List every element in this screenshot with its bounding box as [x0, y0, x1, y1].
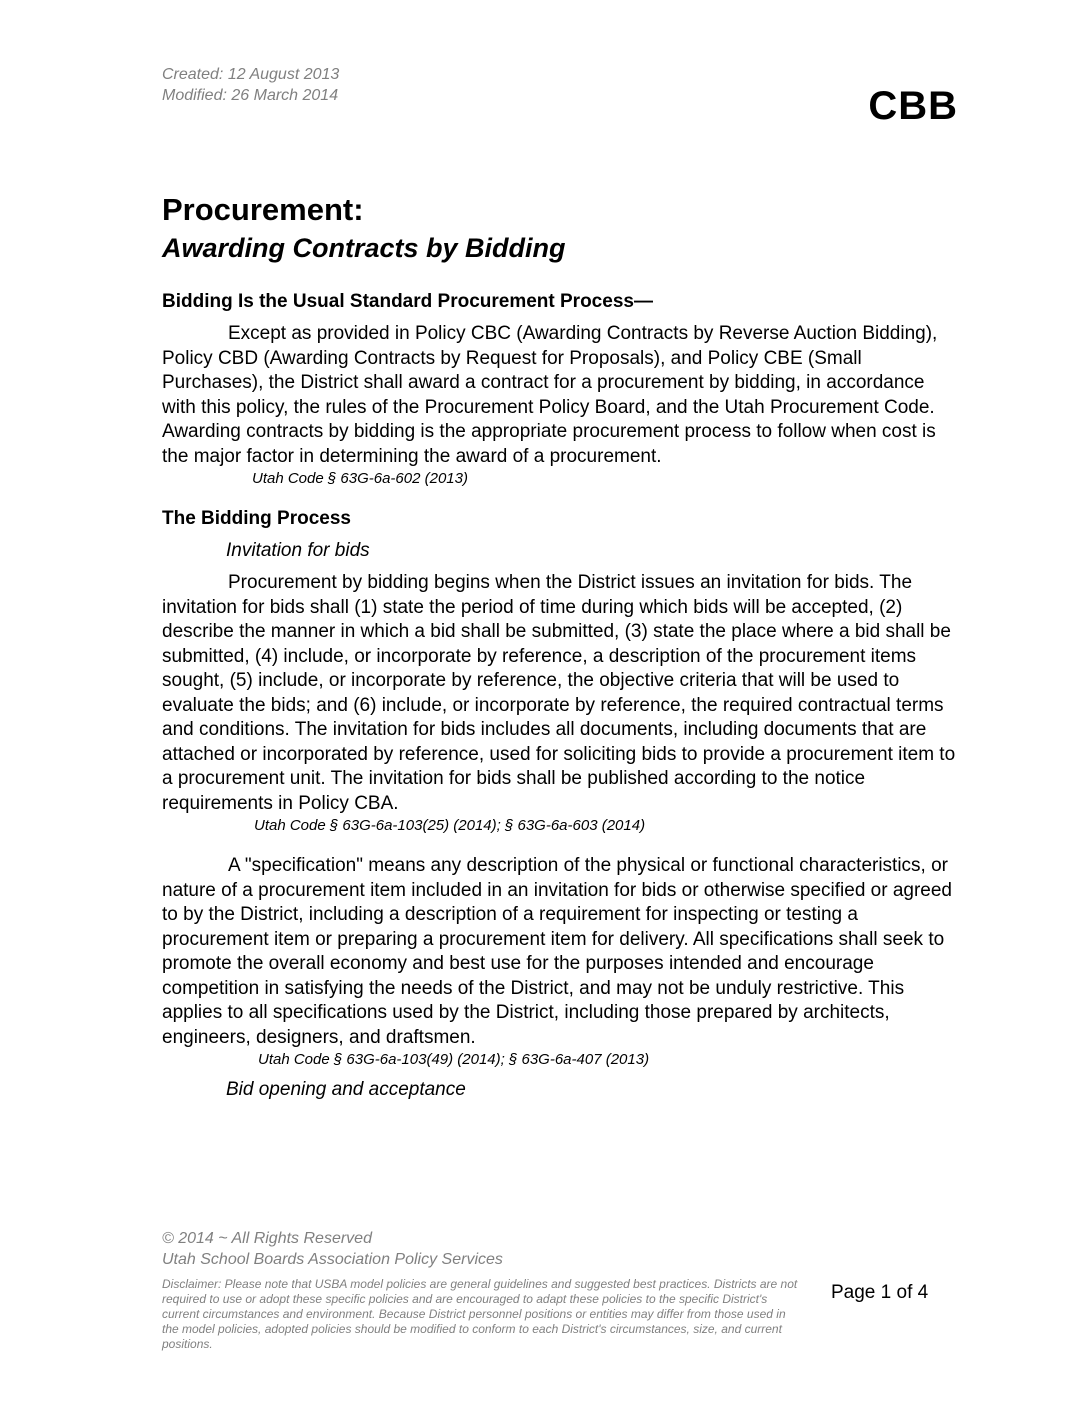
- footer-copyright-block: [162, 1228, 503, 1270]
- section-paragraph: Procurement by bidding begins when the District issues an invitation for bids. The invitation for bids shall (1) state the period of time during which bids will be accepted, (2) describe the manner in which a bid shall be submitted, (3) state the place where a bid shall be submitted, (4) include, or incorporate by reference, a description of the procurement items sought, (5) include, or incorporate by reference, the objective criteria that will be used to evaluate the bids; and (6) include, or incorporate by reference, the required contractual terms and conditions. The invitation for bids includes all documents, including documents that are attached or incorporated by reference, used for soliciting bids to provide a procurement item to a procurement unit. The invitation for bids shall be published according to the notice requirements in Policy CBA.: [162, 572, 956, 814]
- section-paragraph: Except as provided in Policy CBC (Awarding Contracts by Reverse Auction Bidding), Policy CBD (Awarding Contracts by Request for Proposals), and Policy CBE (Small Purchases), the District shall award a contract for a procurement by bidding, in accordance with this policy, the rules of the Procurement Policy Board, and the Utah Procurement Code. Awarding contracts by bidding is the appropriate procurement process to follow when cost is the major factor in determining the award of a procurement.: [162, 323, 938, 467]
- section-heading-bidding-process: The Bidding Process: [162, 508, 351, 529]
- section-heading-bidding-standard: Bidding Is the Usual Standard Procurement Process—: [162, 291, 653, 312]
- policy-code: CBB: [868, 84, 958, 128]
- legal-citation: Utah Code § 63G-6a-103(49) (2014); § 63G-6a-407 (2013): [258, 1051, 650, 1068]
- created-date: Created: 12 August 2013: [162, 66, 340, 83]
- document-body: [162, 192, 962, 1110]
- document-title: Procurement:: [162, 192, 364, 227]
- legal-citation: Utah Code § 63G-6a-602 (2013): [252, 470, 468, 487]
- document-subtitle: Awarding Contracts by Bidding: [162, 233, 566, 263]
- section-paragraph: A "specification" means any description of the physical or functional characteristics, or nature of a procurement item included in an invitation for bids or otherwise specified or agreed to by the District, including a description of a requirement for inspecting or testing a procurement item or preparing a procurement item for delivery. All specifications shall seek to promote the overall economy and best use for the purposes intended and encourage competition in satisfying the needs of the District, and may not be unduly restrictive. This applies to all specifications used by the District, including those prepared by architects, engineers, designers, and draftsmen.: [162, 855, 952, 1048]
- legal-citation: Utah Code § 63G-6a-103(25) (2014); § 63G-6a-603 (2014): [254, 817, 646, 834]
- disclaimer-text: Disclaimer: Please note that USBA model policies are general guidelines and suggested best practices. Districts are not required to use or adopt these specific policies and are encouraged to adapt these policies to the specific District's current circumstances and environment. Because District personnel positions or entities may differ from those used in the model policies, adopted policies should be modified to conform to each District's circumstances, size, and current positions.: [162, 1277, 798, 1351]
- copyright-text: © 2014 ~ All Rights Reserved: [162, 1230, 372, 1247]
- subheading-bid-opening: Bid opening and acceptance: [226, 1079, 466, 1100]
- subheading-invitation-for-bids: Invitation for bids: [226, 540, 370, 561]
- page-number: Page 1 of 4: [831, 1282, 929, 1303]
- modified-date: Modified: 26 March 2014: [162, 87, 339, 104]
- organization-text: Utah School Boards Association Policy Services: [162, 1251, 503, 1268]
- document-dates: [162, 64, 339, 106]
